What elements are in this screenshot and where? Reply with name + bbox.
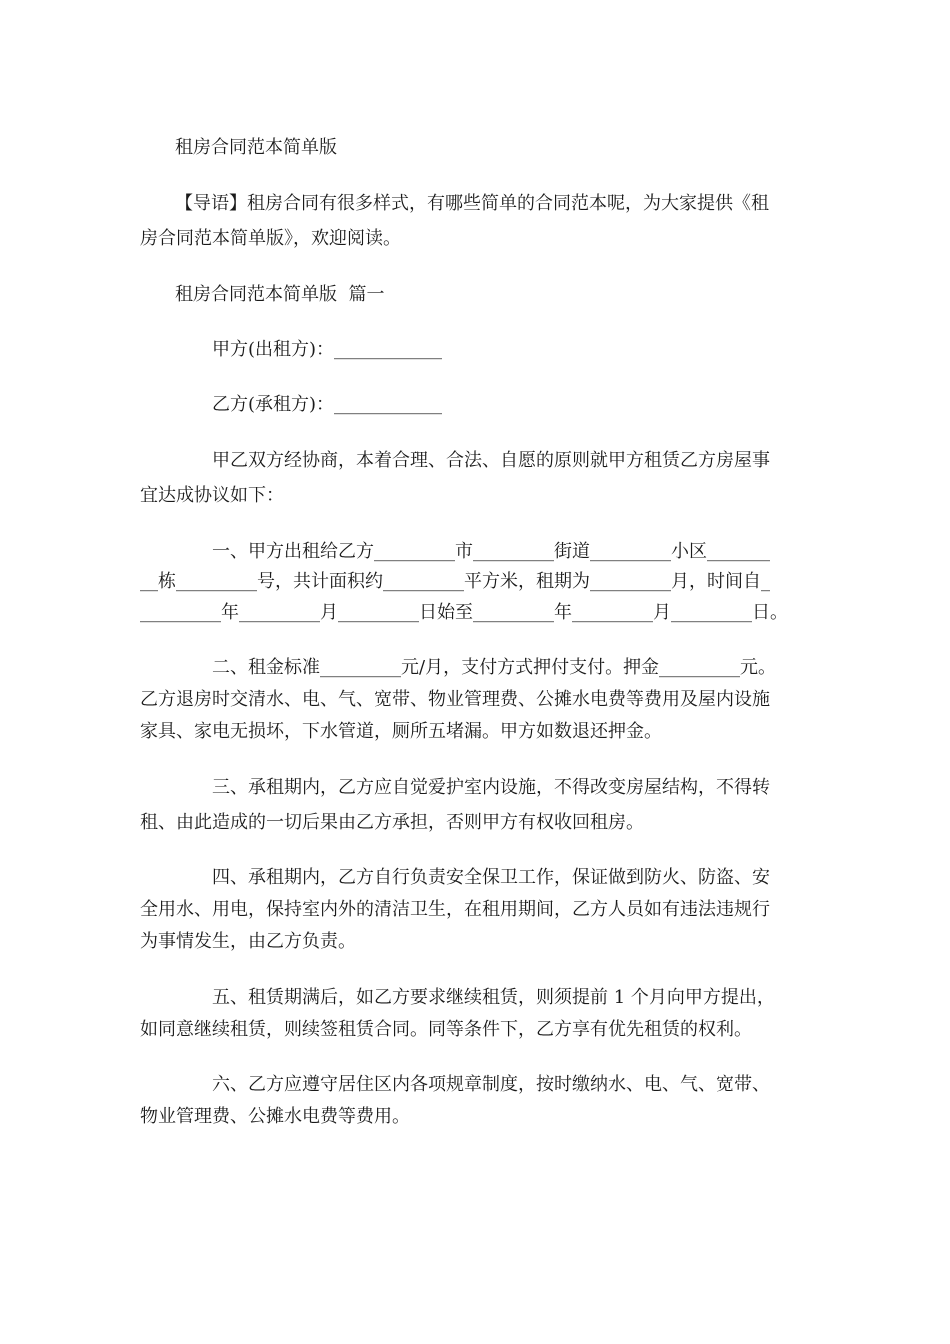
intro-paragraph-line: 【导语】租房合同有很多样式，有哪些简单的合同范本呢，为大家提供《租 bbox=[175, 193, 769, 214]
preamble-line: 甲乙双方经协商，本着合理、合法、自愿的原则就甲方租赁乙方房屋事 bbox=[212, 450, 770, 471]
party-a-field: 甲方(出租方)：____________ bbox=[212, 339, 443, 360]
party-b-field: 乙方(承租方)：____________ bbox=[212, 394, 443, 415]
clause-6-line: 六、乙方应遵守居住区内各项规章制度，按时缴纳水、电、气、宽带、 bbox=[212, 1074, 770, 1095]
clause-1-line: __栋_________号，共计面积约_________平方米，租期为_________月，时间自_ bbox=[140, 571, 770, 592]
clause-4-line: 为事情发生，由乙方负责。 bbox=[140, 931, 356, 952]
clause-4-line: 四、承租期内，乙方自行负责安全保卫工作，保证做到防火、防盗、安 bbox=[212, 867, 770, 888]
clause-2-line: 二、租金标准_________元/月，支付方式押付支付。押金_________元。 bbox=[212, 657, 777, 678]
clause-6-line: 物业管理费、公摊水电费等费用。 bbox=[140, 1106, 410, 1127]
clause-2-line: 乙方退房时交清水、电、气、宽带、物业管理费、公摊水电费等费用及屋内设施 bbox=[140, 689, 770, 710]
section-heading: 租房合同范本简单版 篇一 bbox=[175, 284, 385, 305]
intro-paragraph-line: 房合同范本简单版》，欢迎阅读。 bbox=[140, 228, 401, 249]
clause-5-line: 五、租赁期满后，如乙方要求继续租赁，则须提前 1 个月向甲方提出， bbox=[212, 987, 775, 1008]
clause-1-line: _________年_________月_________日始至_________年_________月_________日。 bbox=[140, 602, 788, 623]
clause-3-line: 租、由此造成的一切后果由乙方承担，否则甲方有权收回租房。 bbox=[140, 812, 644, 833]
preamble-line: 宜达成协议如下： bbox=[140, 485, 284, 506]
clause-3-line: 三、承租期内，乙方应自觉爱护室内设施，不得改变房屋结构，不得转 bbox=[212, 777, 770, 798]
clause-2-line: 家具、家电无损坏，下水管道，厕所五堵漏。甲方如数退还押金。 bbox=[140, 721, 662, 742]
clause-1-line: 一、甲方出租给乙方_________市_________街道_________小区_______ bbox=[212, 541, 770, 562]
clause-5-line: 如同意继续租赁，则续签租赁合同。同等条件下，乙方享有优先租赁的权利。 bbox=[140, 1019, 752, 1040]
clause-4-line: 全用水、用电，保持室内外的清洁卫生，在租用期间，乙方人员如有违法违规行 bbox=[140, 899, 770, 920]
document-title: 租房合同范本简单版 bbox=[175, 137, 337, 158]
